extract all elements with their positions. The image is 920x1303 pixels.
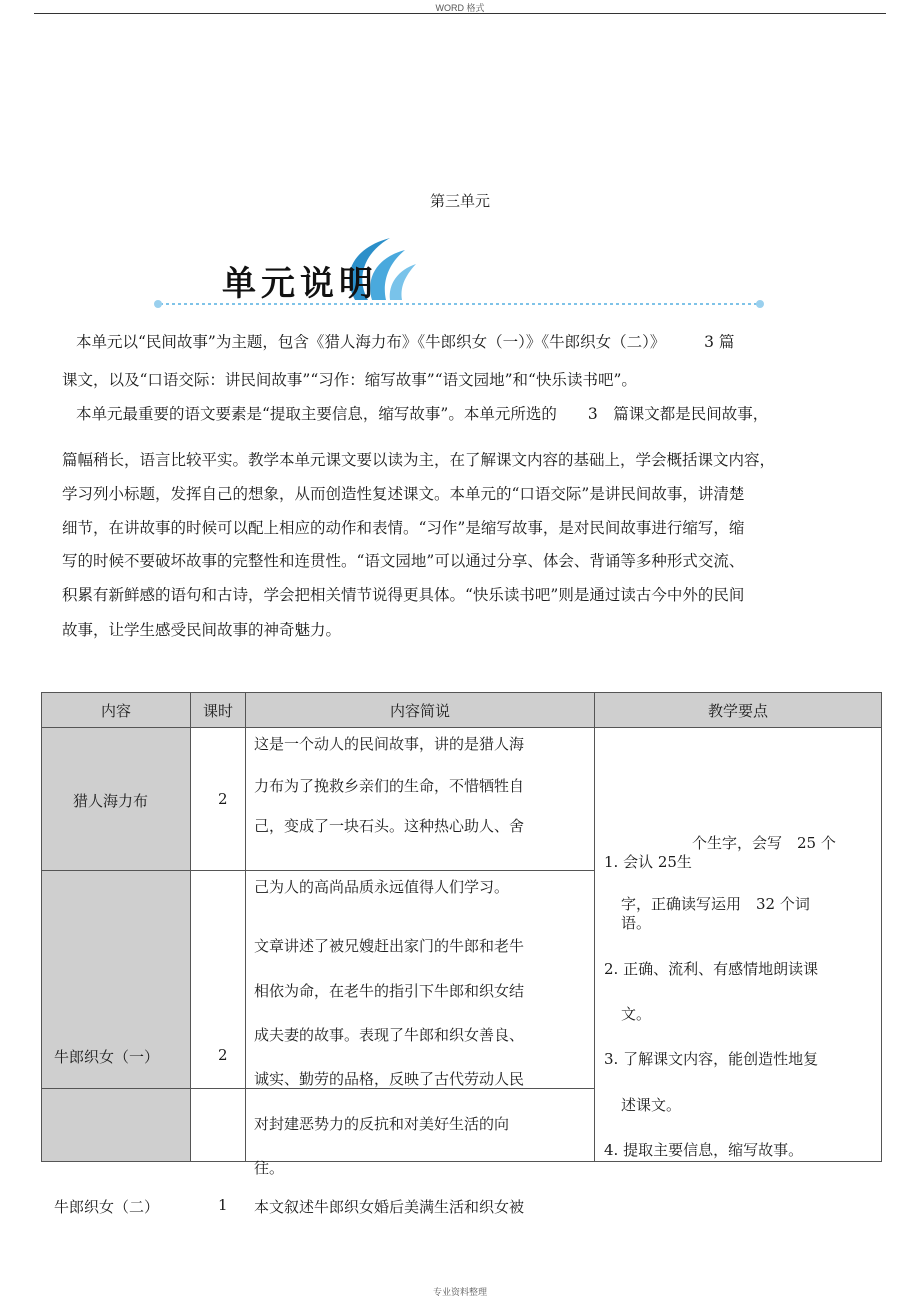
summary-line: 这是一个动人的民间故事，讲的是猎人海: [254, 735, 525, 753]
lesson-title: 牛郎织女（二）: [54, 1198, 160, 1216]
lesson-hours: 2: [218, 1046, 228, 1064]
banner-title: 单元说明: [222, 264, 378, 304]
lesson-hours: 1: [218, 1196, 228, 1214]
text-line: 故事，让学生感受民间故事的神奇魅力。: [62, 621, 342, 639]
header-summary: 内容简说: [246, 693, 595, 728]
key-point: 语。: [621, 914, 652, 932]
text-line: 学习列小标题，发挥自己的想象，从而创造性复述课文。本单元的“口语交际”是讲民间故事，讲清楚: [62, 485, 745, 503]
key-point: 述课文。: [621, 1096, 682, 1114]
table-cell: [42, 1089, 191, 1162]
key-point: 字，正确读写运用 32 个词: [621, 895, 810, 913]
key-point: 1. 会认 25生: [604, 853, 692, 871]
text-line: 细节，在讲故事的时候可以配上相应的动作和表情。“习作”是缩写故事，是对民间故事进行缩写，缩: [62, 519, 745, 537]
header-rule: [34, 13, 886, 14]
lesson-title: 猎人海力布: [73, 792, 149, 810]
text-line: 课文，以及“口语交际：讲民间故事”“习作：缩写故事”“语文园地”和“快乐读书吧”。: [62, 371, 637, 389]
key-point: 3. 了解课文内容，能创造性地复: [604, 1050, 819, 1068]
table-header-row: [42, 693, 882, 728]
text-line: 本单元最重要的语文要素是“提取主要信息，缩写故事”。本单元所选的 3 篇课文都是民间故事，: [76, 405, 769, 423]
lesson-table: [41, 692, 882, 1162]
header-content: 内容: [42, 693, 191, 728]
summary-line: 成夫妻的故事。表现了牛郎和织女善良、: [254, 1026, 525, 1044]
key-point: 4. 提取主要信息，缩写故事。: [604, 1141, 804, 1159]
unit-title: 第三单元: [429, 192, 490, 210]
page-header: WORD 格式: [435, 3, 485, 13]
summary-line: 往。: [254, 1159, 285, 1177]
summary-line: 相依为命，在老牛的指引下牛郎和织女结: [254, 982, 525, 1000]
summary-line: 本文叙述牛郎织女婚后美满生活和织女被: [254, 1198, 525, 1216]
summary-line: 文章讲述了被兄嫂赶出家门的牛郎和老牛: [254, 937, 525, 955]
summary-line: 力布为了挽救乡亲们的生命，不惜牺牲自: [254, 777, 525, 795]
table-cell: [191, 1089, 246, 1162]
key-point: 个生字，会写 25 个: [692, 834, 836, 852]
key-point: 文。: [621, 1005, 652, 1023]
summary-line: 对封建恶势力的反抗和对美好生活的向: [254, 1115, 510, 1133]
text-line: 积累有新鲜感的语句和古诗，学会把相关情节说得更具体。“快乐读书吧”则是通过读古今中外的民间: [62, 586, 745, 604]
lesson-title: 牛郎织女（一）: [54, 1048, 160, 1066]
summary-line: 己，变成了一块石头。这种热心助人、舍: [254, 817, 525, 835]
header-hours: 课时: [191, 693, 246, 728]
lesson-hours: 2: [218, 790, 228, 808]
summary-line: 诚实、勤劳的品格，反映了古代劳动人民: [254, 1070, 525, 1088]
summary-line: 己为人的高尚品质永远值得人们学习。: [254, 878, 510, 896]
header-key-points: 教学要点: [595, 693, 882, 728]
page-footer: 专业资料整理: [432, 1287, 487, 1297]
text-line: 写的时候不要破坏故事的完整性和连贯性。“语文园地”可以通过分享、体会、背诵等多种形式交流、: [62, 552, 745, 570]
key-point: 2. 正确、流利、有感情地朗读课: [604, 960, 819, 978]
text-line: 篇幅稍长，语言比较平实。教学本单元课文要以读为主，在了解课文内容的基础上，学会概括课文内容，: [62, 451, 776, 469]
text-line: 本单元以“民间故事”为主题，包含《猎人海力布》《牛郎织女（一）》《牛郎织女（二）》 3 篇: [76, 333, 735, 351]
